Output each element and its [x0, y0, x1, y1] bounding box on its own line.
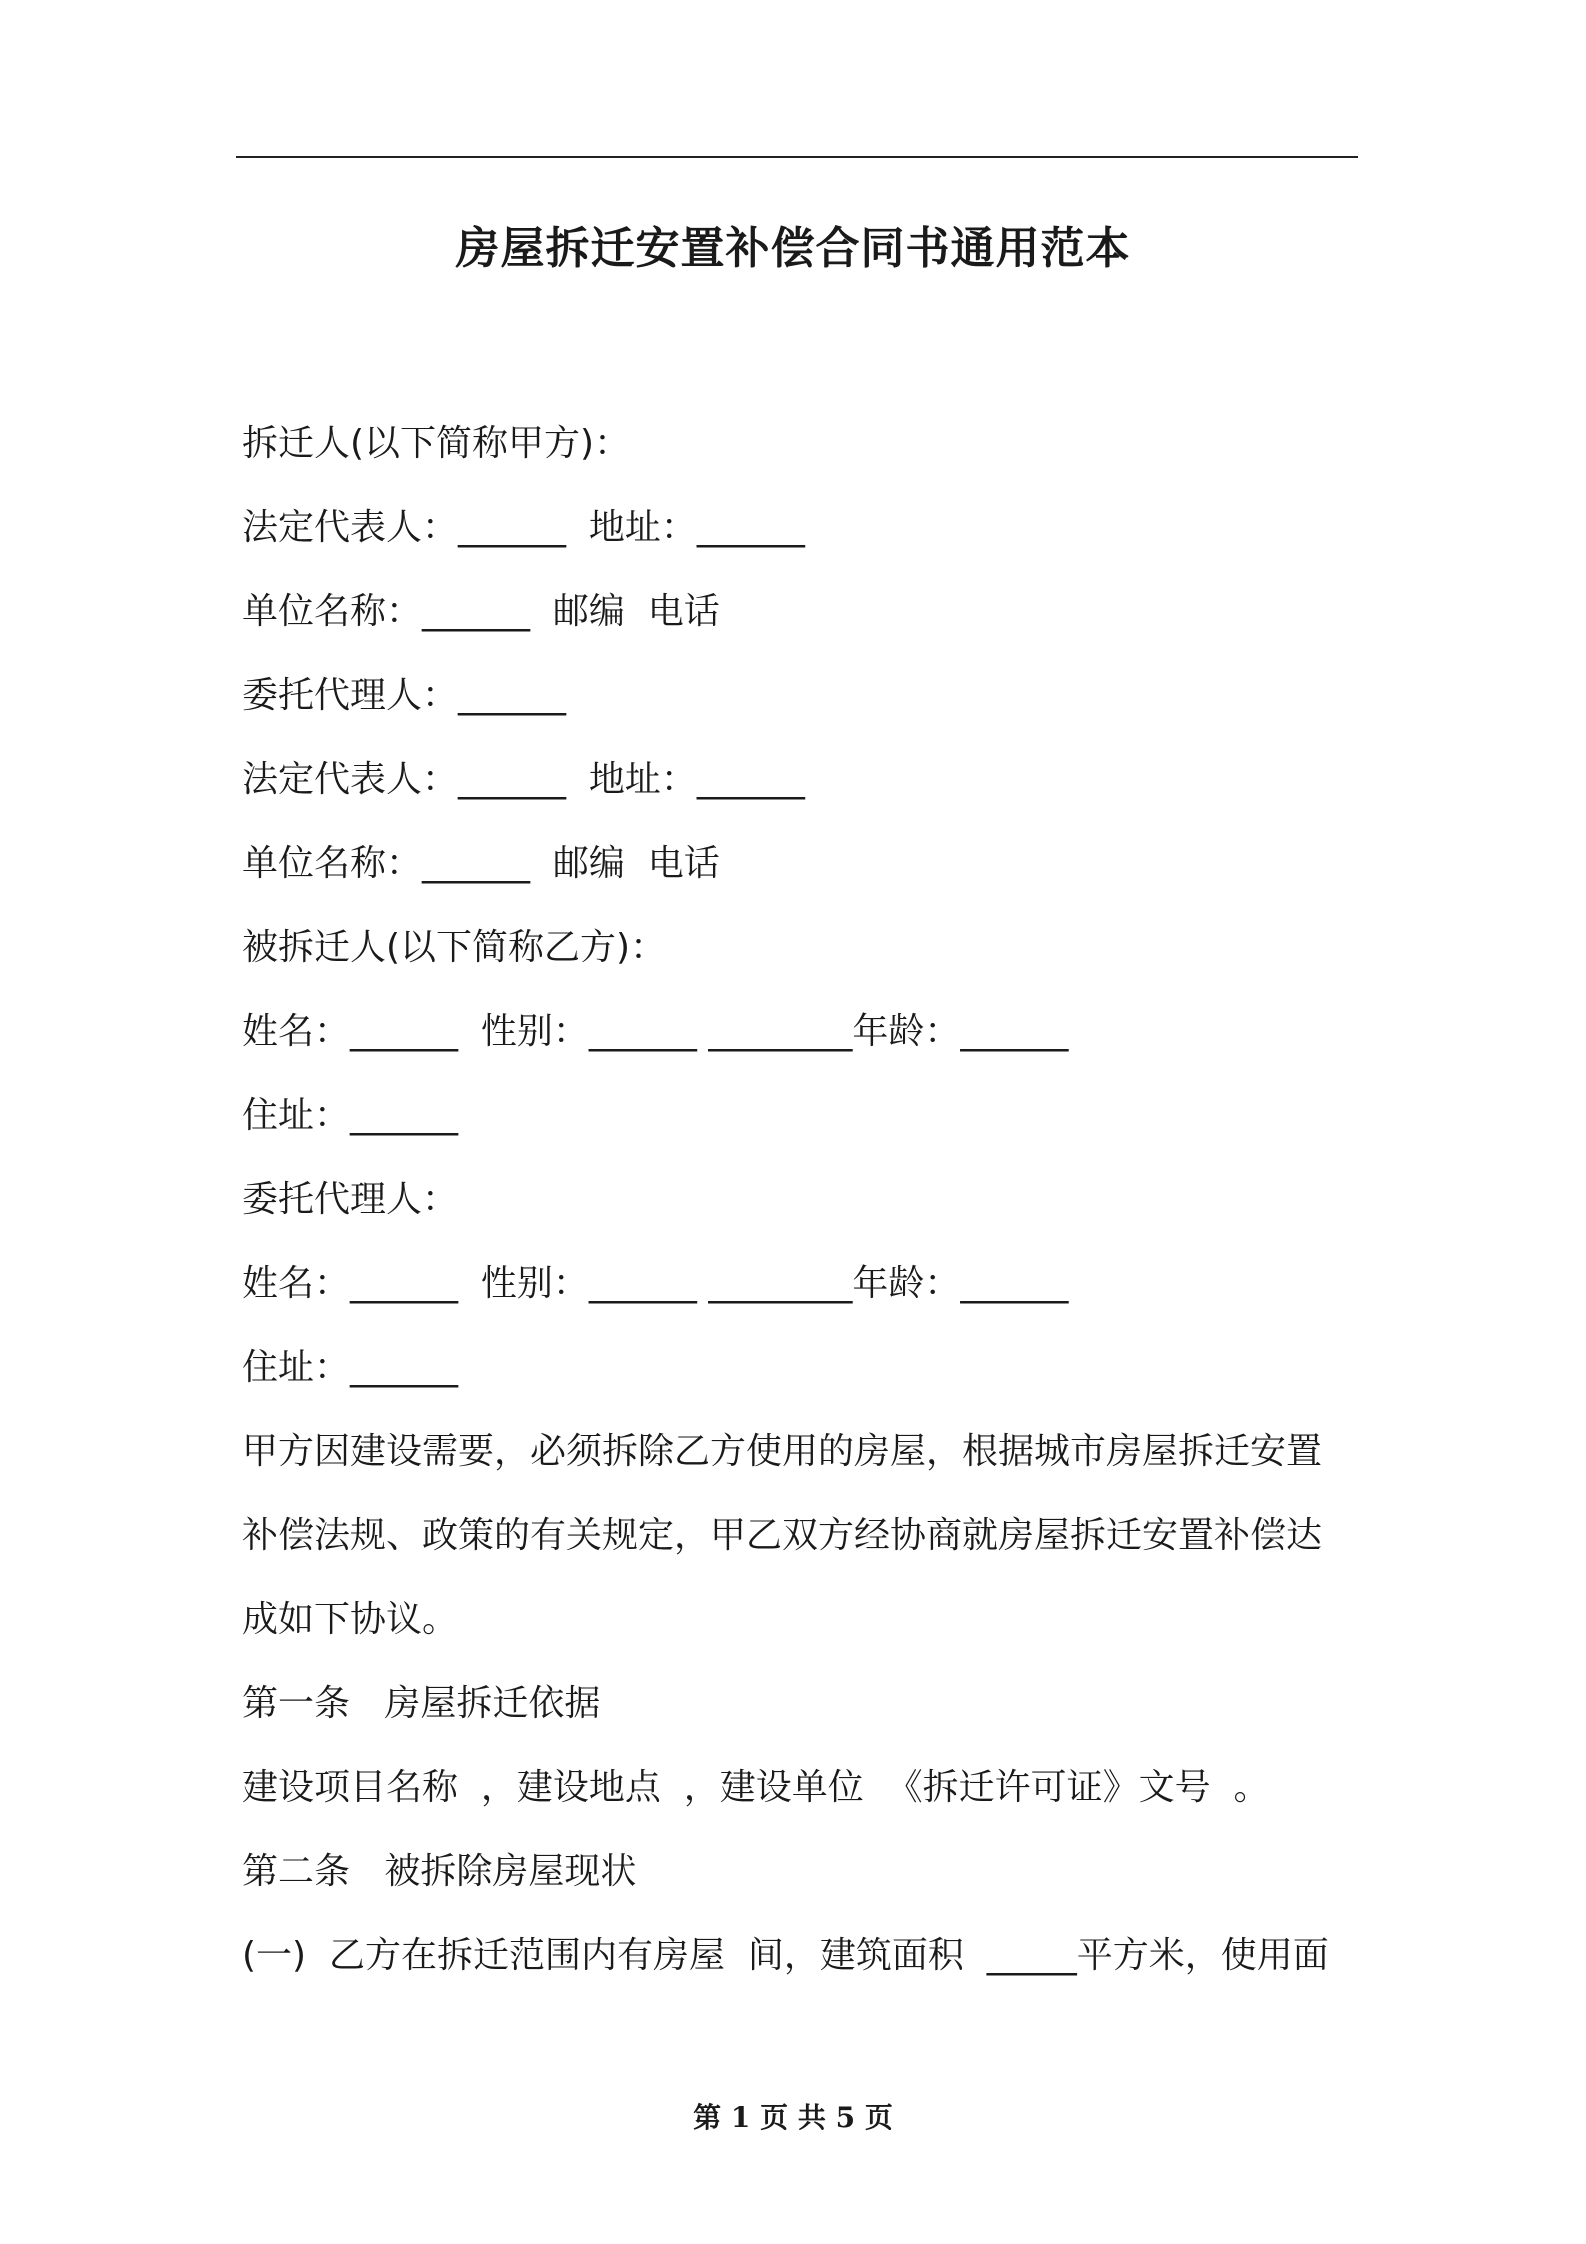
header-rule: [236, 156, 1358, 158]
party-b-info-line: 姓名：______ 性别：______ ________年龄：______: [242, 1011, 1069, 1052]
party-b-agent-address-line: 住址：______: [242, 1347, 459, 1388]
party-a-agent-unit-line: 单位名称：______ 邮编 电话: [242, 843, 720, 884]
preamble-line-3: 成如下协议。: [242, 1599, 459, 1640]
party-a-heading: 拆迁人(以下简称甲方)：: [242, 423, 631, 464]
document-body: [242, 402, 1358, 1998]
party-b-agent-heading: 委托代理人：: [242, 1179, 459, 1220]
party-a-representative-line: 法定代表人：______ 地址：______: [242, 507, 805, 548]
preamble-line-2: 补偿法规、政策的有关规定，甲乙双方经协商就房屋拆迁安置补偿达: [242, 1515, 1323, 1556]
document-title: 房屋拆迁安置补偿合同书通用范本: [455, 223, 1131, 274]
page-footer: 第 1 页 共 5 页: [693, 2101, 893, 2134]
article-2-item-1: (一) 乙方在拆迁范围内有房屋 间，建筑面积 _____平方米，使用面: [242, 1935, 1329, 1976]
article-2-heading: 第二条 被拆除房屋现状: [242, 1851, 637, 1892]
preamble-line-1: 甲方因建设需要，必须拆除乙方使用的房屋，根据城市房屋拆迁安置: [242, 1431, 1323, 1472]
party-a-unit-line: 单位名称：______ 邮编 电话: [242, 591, 720, 632]
party-b-address-line: 住址：______: [242, 1095, 459, 1136]
party-a-agent-line: 委托代理人：______: [242, 675, 567, 716]
article-1-text: 建设项目名称 ，建设地点 ，建设单位 《拆迁许可证》文号 。: [242, 1767, 1270, 1808]
article-1-heading: 第一条 房屋拆迁依据: [242, 1683, 601, 1724]
party-b-heading: 被拆迁人(以下简称乙方)：: [242, 927, 667, 968]
party-b-agent-info-line: 姓名：______ 性别：______ ________年龄：______: [242, 1263, 1069, 1304]
party-a-agent-representative-line: 法定代表人：______ 地址：______: [242, 759, 805, 800]
